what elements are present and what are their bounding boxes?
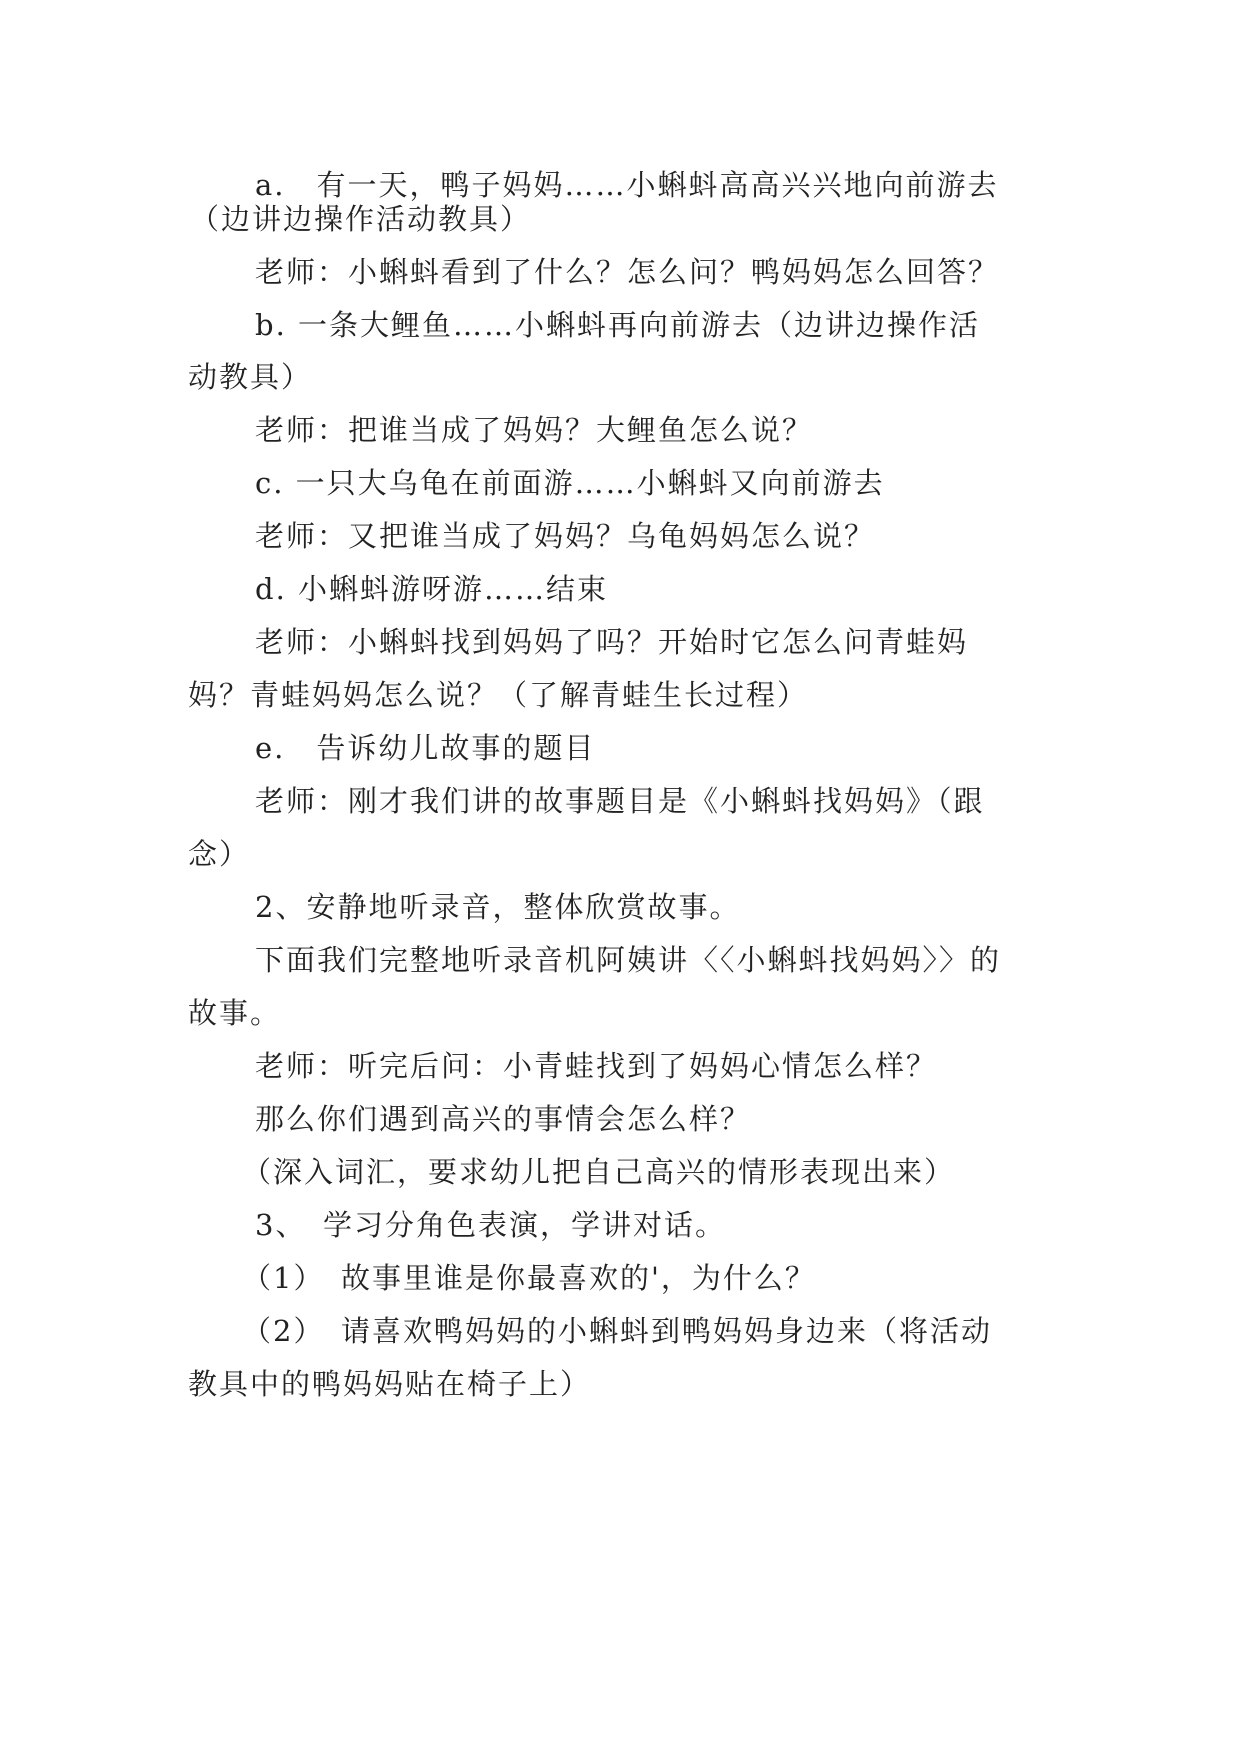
paragraph-line: 老师：小蝌蚪看到了什么？怎么问？鸭妈妈怎么回答？: [255, 255, 1000, 289]
paragraph-line: （1） 故事里谁是你最喜欢的'，为什么？: [242, 1261, 816, 1295]
paragraph-line: 动教具）: [188, 360, 313, 394]
paragraph-line: 那么你们遇到高兴的事情会怎么样？: [255, 1102, 752, 1136]
paragraph-line: 老师：小蝌蚪找到妈妈了吗？开始时它怎么问青蛙妈: [255, 625, 969, 659]
paragraph-line: 2、安静地听录音，整体欣赏故事。: [255, 890, 741, 924]
paragraph-line: 老师：又把谁当成了妈妈？乌龟妈妈怎么说？: [255, 519, 876, 553]
paragraph-line: 念）: [188, 837, 251, 871]
paragraph-line: c. 一只大乌龟在前面游……小蝌蚪又向前游去: [255, 466, 885, 500]
paragraph-line: 老师：刚才我们讲的故事题目是《小蝌蚪找妈妈》（跟: [255, 784, 985, 818]
paragraph-line: 老师：听完后问：小青蛙找到了妈妈心情怎么样？: [255, 1049, 938, 1083]
paragraph-line: 下面我们完整地听录音机阿姨讲〈〈小蝌蚪找妈妈〉〉的: [255, 943, 1002, 977]
paragraph-line: 妈？青蛙妈妈怎么说？（了解青蛙生长过程）: [188, 678, 809, 712]
paragraph-line: 故事。: [188, 996, 282, 1030]
paragraph-line: 3、 学习分角色表演，学讲对话。: [255, 1208, 726, 1242]
paragraph-line: d. 小蝌蚪游呀游……结束: [255, 572, 609, 606]
paragraph-line: a. 有一天，鸭子妈妈……小蝌蚪高高兴兴地向前游去: [255, 168, 999, 202]
paragraph-line: 老师：把谁当成了妈妈？大鲤鱼怎么说？: [255, 413, 814, 447]
paragraph-line: （2） 请喜欢鸭妈妈的小蝌蚪到鸭妈妈身边来（将活动: [242, 1314, 992, 1348]
paragraph-line: 教具中的鸭妈妈贴在椅子上）: [188, 1367, 592, 1401]
paragraph-line: （边讲边操作活动教具）: [190, 202, 532, 236]
paragraph-line: e. 告诉幼儿故事的题目: [255, 731, 596, 765]
paragraph-line: （深入词汇，要求幼儿把自己高兴的情形表现出来）: [242, 1155, 956, 1189]
paragraph-line: b. 一条大鲤鱼……小蝌蚪再向前游去（边讲边操作活: [255, 308, 981, 342]
